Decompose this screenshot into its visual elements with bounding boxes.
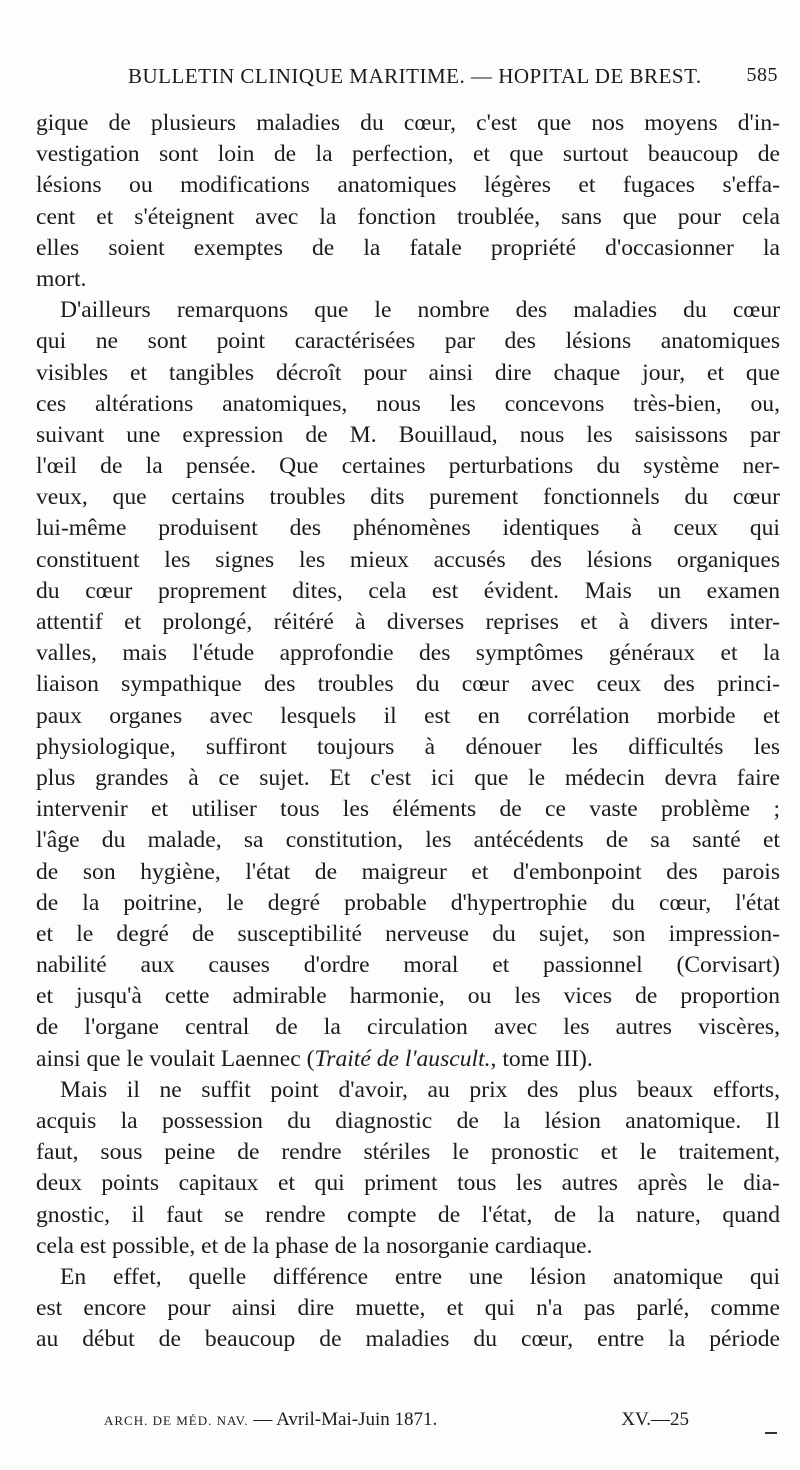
text-line: et jusqu'à cette admirable harmonie, ou les vices de proportion <box>36 983 780 1010</box>
text-line-citation <box>36 1044 780 1075</box>
text-line: de son hygiène, l'état de maigreur et d'embonpoint des parois <box>36 858 780 885</box>
footer-journal: ARCH. DE MÉD. NAV. <box>104 1413 249 1428</box>
text-line: cela est possible, et de la phase de la nosorganie cardiaque. <box>36 1232 593 1259</box>
text-line: nabilité aux causes d'ordre moral et passionnel (Corvisart) <box>36 952 780 979</box>
citation-title: Traité de l'auscult. <box>314 1045 491 1072</box>
text-line: veux, que certains troubles dits purement fonctionnels du cœur <box>36 484 780 511</box>
text-line: visibles et tangibles décroît pour ainsi dire chaque jour, et que <box>36 359 780 386</box>
paragraph-start-line: Mais il ne suffit point d'avoir, au prix des plus beaux efforts, <box>60 1076 780 1103</box>
text-line: de la poitrine, le degré probable d'hypertrophie du cœur, l'état <box>36 889 780 916</box>
text-line: mort. <box>36 265 87 292</box>
citation-lead: ainsi que le voulait Laennec ( <box>36 1045 315 1072</box>
text-line: et le degré de susceptibilité nerveuse du sujet, son impression- <box>36 920 780 947</box>
text-line: deux points capitaux et qui priment tous les autres après le dia- <box>36 1170 780 1197</box>
text-line: liaison sympathique des troubles du cœur avec ceux des princi- <box>36 671 780 698</box>
text-line: elles soient exemptes de la fatale propriété d'occasionner la <box>36 234 780 261</box>
text-line: de l'organe central de la circulation avec les autres viscères, <box>36 1014 780 1041</box>
text-line: ces altérations anatomiques, nous les concevons très-bien, ou, <box>36 390 780 417</box>
body-text <box>36 108 780 1356</box>
text-line: l'âge du malade, sa constitution, les antécédents de sa santé et <box>36 827 780 854</box>
text-line: qui ne sont point caractérisées par des lésions anatomiques <box>36 328 780 355</box>
paragraph-start-line: En effet, quelle différence entre une lésion anatomique qui <box>60 1263 780 1290</box>
text-line: gique de plusieurs maladies du cœur, c'est que nos moyens d'in- <box>36 110 780 136</box>
text-line: est encore pour ainsi dire muette, et qui n'a pas parlé, comme <box>36 1295 780 1322</box>
footer-citation <box>104 1409 437 1431</box>
text-line: lui-même produisent des phénomènes identiques à ceux qui <box>36 515 780 542</box>
page-number: 585 <box>746 64 778 86</box>
text-line: suivant une expression de M. Bouillaud, nous les saisissons par <box>36 421 780 448</box>
footer-date: — Avril-Mai-Juin 1871. <box>248 1409 438 1430</box>
text-line: du cœur proprement dites, cela est évident. Mais un examen <box>36 577 780 604</box>
text-line: gnostic, il faut se rendre compte de l'état, de la nature, quand <box>36 1201 780 1228</box>
text-line: constituent les signes les mieux accusés des lésions organiques <box>36 546 780 573</box>
text-line: physiologique, suffiront toujours à dénouer les difficultés les <box>36 733 780 760</box>
page-footer <box>104 1409 689 1435</box>
running-head <box>38 64 778 92</box>
text-line: au début de beaucoup de maladies du cœur, entre la période <box>36 1326 780 1353</box>
text-line: paux organes avec lesquels il est en corrélation morbide et <box>36 702 780 729</box>
text-line: plus grandes à ce sujet. Et c'est ici que le médecin devra faire <box>36 764 780 791</box>
text-line: acquis la possession du diagnostic de la lésion anatomique. Il <box>36 1108 780 1134</box>
citation-tail: , tome III). <box>490 1045 593 1072</box>
text-line: l'œil de la pensée. Que certaines perturbations du système ner- <box>36 453 780 480</box>
text-line: attentif et prolongé, réitéré à diverses reprises et à divers inter- <box>36 609 780 635</box>
footer-signature: XV.—25 <box>621 1409 689 1430</box>
paragraph-start-line: D'ailleurs remarquons que le nombre des maladies du cœur <box>60 297 780 324</box>
margin-mark <box>765 1432 777 1434</box>
text-line: cent et s'éteignent avec la fonction troublée, sans que pour cela <box>36 203 780 230</box>
text-line: lésions ou modifications anatomiques légères et fugaces s'effa- <box>36 172 780 199</box>
text-line: faut, sous peine de rendre stériles le pronostic et le traitement, <box>36 1139 780 1166</box>
text-line: vestigation sont loin de la perfection, et que surtout beaucoup de <box>36 141 780 168</box>
running-head-title: BULLETIN CLINIQUE MARITIME. — HOPITAL DE BREST. <box>128 64 702 88</box>
text-line: intervenir et utiliser tous les éléments de ce vaste problème ; <box>36 796 780 823</box>
text-line: valles, mais l'étude approfondie des symptômes généraux et la <box>36 640 780 667</box>
